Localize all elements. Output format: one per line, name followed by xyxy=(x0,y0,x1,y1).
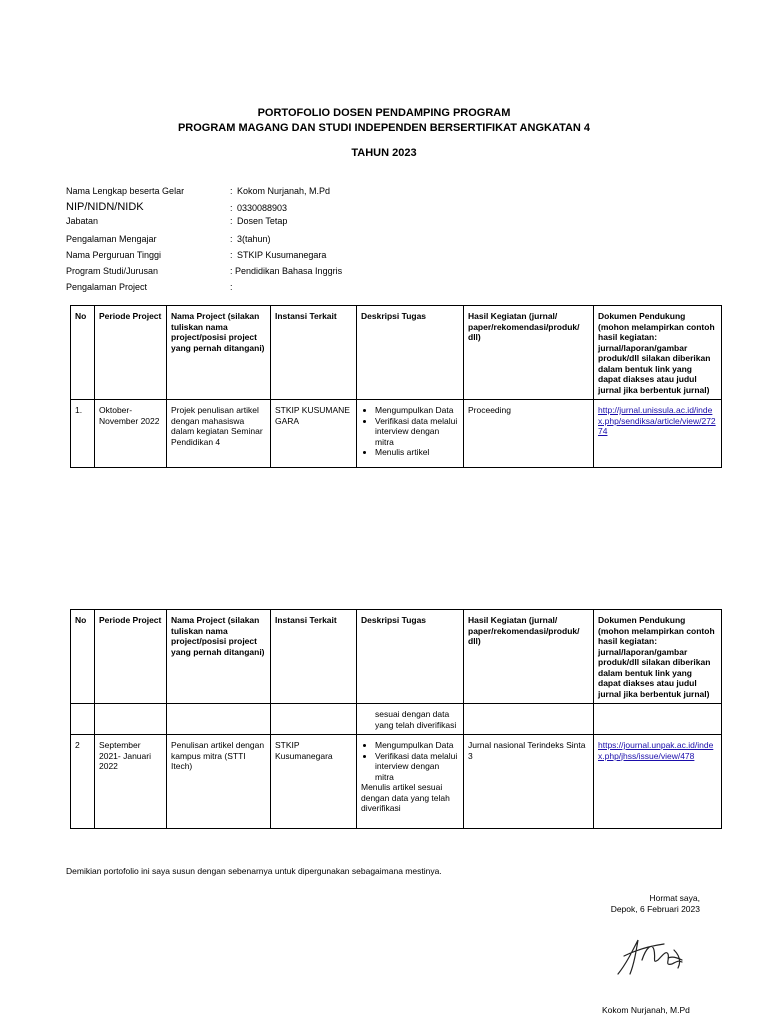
cell-periode: Oktober-November 2022 xyxy=(95,400,167,468)
cell-instansi: STKIP Kusumanegara xyxy=(271,735,357,829)
cell-periode: September 2021- Januari 2022 xyxy=(95,735,167,829)
cell-empty xyxy=(95,704,167,735)
info-separator: : xyxy=(230,216,233,226)
cell-deskripsi xyxy=(357,400,464,468)
header-periode: Periode Project xyxy=(95,306,167,400)
header-instansi: Instansi Terkait xyxy=(271,306,357,400)
cell-deskripsi-continued xyxy=(357,704,464,735)
table-continuation-row xyxy=(71,704,722,735)
continued-task-text: sesuai dengan data yang telah diverifikasi xyxy=(375,709,457,730)
info-label: Nama Lengkap beserta Gelar xyxy=(66,186,185,196)
cell-nama-project: Penulisan artikel dengan kampus mitra (STTI Itech) xyxy=(167,735,271,829)
cell-nama-project: Projek penulisan artikel dengan mahasiswa dalam kegiatan Seminar Pendidikan 4 xyxy=(167,400,271,468)
cell-no: 1. xyxy=(71,400,95,468)
cell-instansi: STKIP KUSUMANEGARA xyxy=(271,400,357,468)
task-list xyxy=(361,740,459,782)
cell-dokumen xyxy=(594,400,722,468)
document-link[interactable]: https://journal.unpak.ac.id/index.php/jhss/issue/view/478 xyxy=(598,740,714,761)
cell-empty xyxy=(71,704,95,735)
table-header-row xyxy=(71,306,722,400)
info-value: STKIP Kusumanegara xyxy=(237,250,327,260)
cell-hasil: Jurnal nasional Terindeks Sinta 3 xyxy=(464,735,594,829)
info-separator: : xyxy=(230,266,233,276)
header-periode: Periode Project xyxy=(95,610,167,704)
info-label: Nama Perguruan Tinggi xyxy=(66,250,162,260)
info-label: Pengalaman Mengajar xyxy=(66,234,157,244)
cell-deskripsi xyxy=(357,735,464,829)
info-value: 0330088903 xyxy=(237,203,288,213)
header-dokumen: Dokumen Pendukung (mohon melampirkan contoh hasil kegiatan: jurnal/laporan/gambar produk/dll silakan diberikan dalam bentuk link yang dapat diakses atau judul jurnal jika berbentuk jurnal) xyxy=(594,610,722,704)
info-separator: : xyxy=(230,186,233,196)
table-header-row xyxy=(71,610,722,704)
info-value: Pendidikan Bahasa Inggris xyxy=(235,266,343,276)
cell-hasil: Proceeding xyxy=(464,400,594,468)
project-table-2 xyxy=(70,609,722,829)
info-label: Program Studi/Jurusan xyxy=(66,266,159,276)
table-row xyxy=(71,400,722,468)
header-no: No xyxy=(71,610,95,704)
cell-dokumen xyxy=(594,735,722,829)
place-date: Depok, 6 Februari 2023 xyxy=(610,904,700,914)
task-item: • Verifikasi data melalui interview dengan mitra xyxy=(375,751,459,783)
signer-name: Kokom Nurjanah, M.Pd xyxy=(602,1005,690,1015)
cell-empty xyxy=(464,704,594,735)
task-list xyxy=(361,405,459,458)
header-no: No xyxy=(71,306,95,400)
info-label: Jabatan xyxy=(66,216,99,226)
cell-empty xyxy=(167,704,271,735)
cell-no: 2 xyxy=(71,735,95,829)
header-hasil: Hasil Kegiatan (jurnal/ paper/rekomendasi/produk/ dll) xyxy=(464,610,594,704)
header-dokumen: Dokumen Pendukung (mohon melampirkan contoh hasil kegiatan: jurnal/laporan/gambar produk/dll silakan diberikan dalam bentuk link yang dapat diakses atau judul jurnal jika berbentuk jurnal) xyxy=(594,306,722,400)
task-note: Menulis artikel sesuai dengan data yang telah diverifikasi xyxy=(361,782,450,813)
handwritten-signature xyxy=(612,930,692,980)
header-nama-project: Nama Project (silakan tuliskan nama project/posisi project yang pernah ditangani) xyxy=(167,306,271,400)
document-link[interactable]: http://jurnal.unissula.ac.id/index.php/sendiksa/article/view/27274 xyxy=(598,405,716,436)
header-instansi: Instansi Terkait xyxy=(271,610,357,704)
info-separator: : xyxy=(230,234,233,244)
closing-statement: Demikian portofolio ini saya susun dengan sebenarnya untuk dipergunakan sebagaimana mestinya. xyxy=(66,866,442,876)
header-deskripsi: Deskripsi Tugas xyxy=(357,306,464,400)
info-separator: : xyxy=(230,282,233,292)
document-title: PORTOFOLIO DOSEN PENDAMPING PROGRAM xyxy=(257,107,511,119)
task-item: • Verifikasi data melalui interview dengan mitra xyxy=(375,416,459,448)
info-separator: : xyxy=(230,203,233,213)
document-subtitle: PROGRAM MAGANG DAN STUDI INDEPENDEN BERSERTIFIKAT ANGKATAN 4 xyxy=(177,122,591,134)
header-nama-project: Nama Project (silakan tuliskan nama project/posisi project yang pernah ditangani) xyxy=(167,610,271,704)
greeting: Hormat saya, xyxy=(649,893,700,903)
table-row xyxy=(71,735,722,829)
info-value: Dosen Tetap xyxy=(237,216,288,226)
info-value: 3(tahun) xyxy=(237,234,271,244)
cell-empty xyxy=(594,704,722,735)
document-year: TAHUN 2023 xyxy=(351,147,417,159)
project-table-1 xyxy=(70,305,722,468)
task-item: • Mengumpulkan Data xyxy=(375,740,459,751)
task-item: • Menulis artikel xyxy=(375,447,459,458)
header-deskripsi: Deskripsi Tugas xyxy=(357,610,464,704)
signature-block xyxy=(611,893,700,915)
info-separator: : xyxy=(230,250,233,260)
info-value: Kokom Nurjanah, M.Pd xyxy=(237,186,331,196)
header-hasil: Hasil Kegiatan (jurnal/ paper/rekomendasi/produk/ dll) xyxy=(464,306,594,400)
info-label: NIP/NIDN/NIDK xyxy=(66,201,144,213)
cell-empty xyxy=(271,704,357,735)
info-label: Pengalaman Project xyxy=(66,282,148,292)
task-item: • Mengumpulkan Data xyxy=(375,405,459,416)
